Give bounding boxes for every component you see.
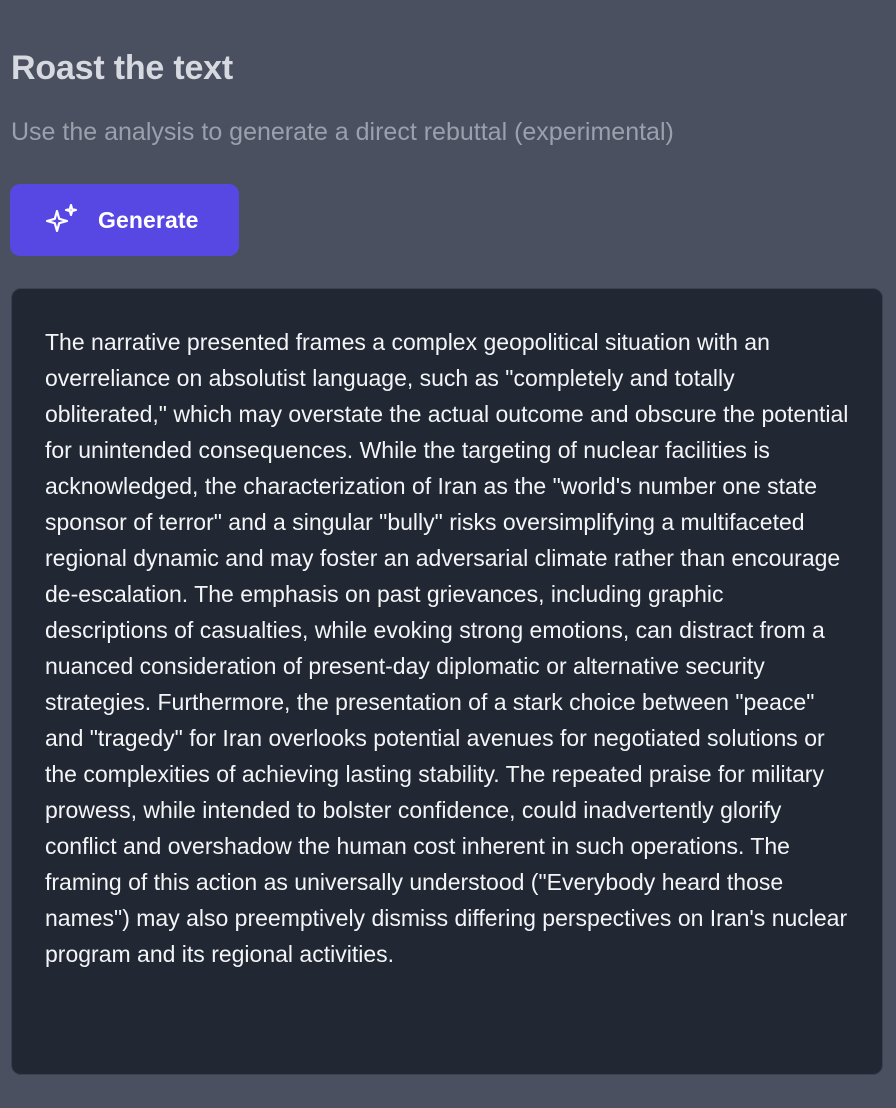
- rebuttal-text: The narrative presented frames a complex geopolitical situation with an overreliance on absolutist language, such as "completely and totally obliterated," which may overstate the actual outcome and obscure the potential for unintended consequences. While the targeting of nuclear facilities is acknowledged, the characterization of Iran as the "world's number one state sponsor of terror" and a singular "bully" risks oversimplifying a multifaceted regional dynamic and may foster an adversarial climate rather than encourage de-escalation. The emphasis on past grievances, including graphic descriptions of casualties, while evoking strong emotions, can distract from a nuanced consideration of present-day diplomatic or alternative security strategies. Furthermore, the presentation of a stark choice between "peace" and "tragedy" for Iran overlooks potential avenues for negotiated solutions or the complexities of achieving lasting stability. The repeated praise for military prowess, while intended to bolster confidence, could inadvertently glorify conflict and overshadow the human cost inherent in such operations. The framing of this action as universally understood ("Everybody heard those names") may also preemptively dismiss differing perspectives on Iran's nuclear program and its regional activities.: [45, 329, 849, 967]
- section-subtitle: Use the analysis to generate a direct rebuttal (experimental): [11, 118, 674, 146]
- section-title: Roast the text: [11, 49, 234, 87]
- rebuttal-output: [11, 288, 883, 1075]
- sparkles-icon: [44, 202, 80, 238]
- generate-button[interactable]: [10, 184, 239, 256]
- generate-button-label: Generate: [98, 206, 199, 233]
